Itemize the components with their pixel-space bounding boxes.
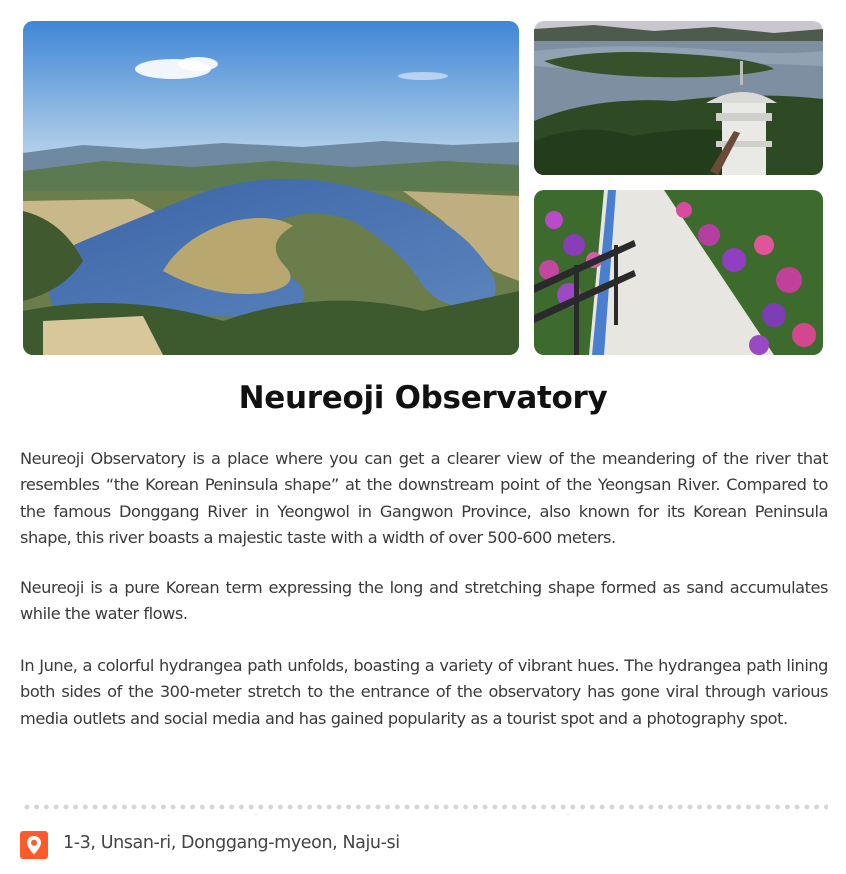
intro-paragraph: Neureoji Observatory is a place where you can get a clearer view of the meandering of the river that resembles “the Korean Peninsula shape” at the downstream point of the Yeongsan River. Compared to the famous Donggang River in Yeongwol in Gangwon Province, also known for its Korean Peninsula shape, this river boasts a majestic taste with a width of over 500-600 meters.	[20, 449, 828, 547]
hydrangea-path-photo	[534, 190, 823, 355]
hydrangea-paragraph: In June, a colorful hydrangea path unfolds, boasting a variety of vibrant hues. The hydrangea path lining both sides of the 300-meter stretch to the entrance of the observatory has gone viral through various media outlets and social media and has gained popularity as a tourist spot and a photography spot.	[20, 656, 828, 728]
page-title: Neureoji Observatory	[238, 380, 608, 416]
observatory-tower-photo	[534, 21, 823, 175]
aerial-river-photo	[23, 21, 519, 355]
address-text: 1-3, Unsan-ri, Donggang-myeon, Naju-si	[63, 833, 400, 853]
term-explanation-paragraph: Neureoji is a pure Korean term expressing the long and stretching shape formed as sand accumulates while the water flows.	[20, 578, 828, 624]
dotted-divider	[22, 804, 828, 810]
location-pin-icon	[20, 831, 48, 859]
